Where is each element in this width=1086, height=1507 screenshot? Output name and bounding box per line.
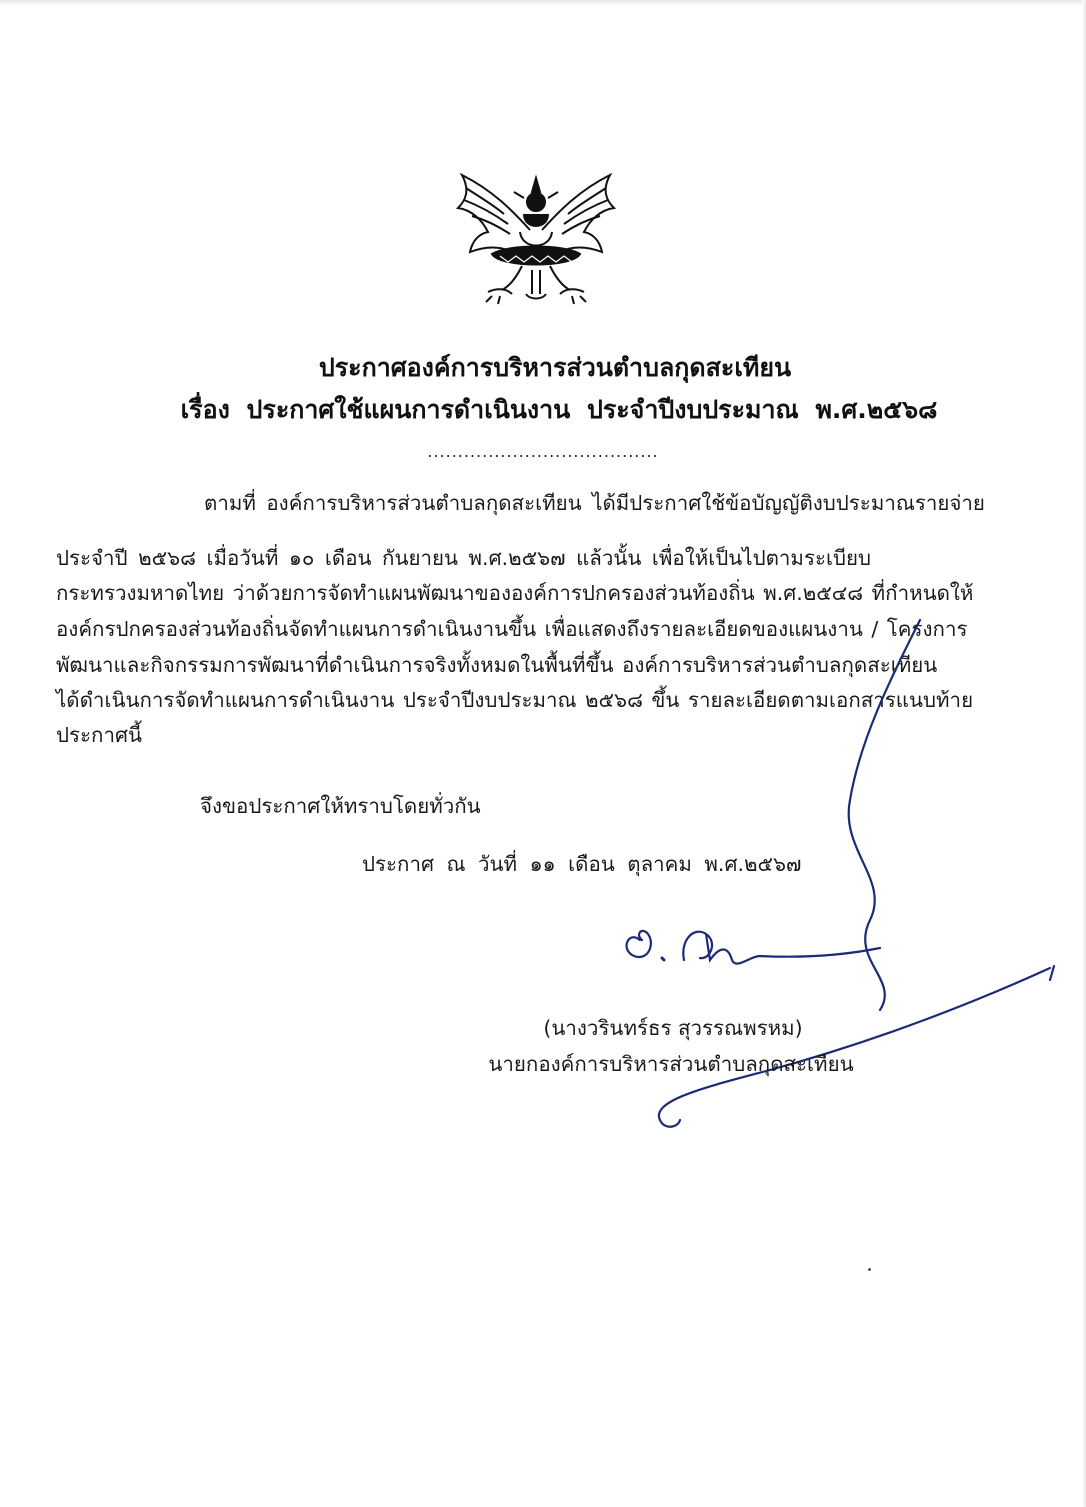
body-line: ได้ดำเนินการจัดทำแผนการดำเนินงาน ประจำปีงบประมาณ ๒๕๖๘ ขึ้น รายละเอียดตามเอกสารแนบท้าย bbox=[56, 688, 974, 712]
body-line: กระทรวงมหาดไทย ว่าด้วยการจัดทำแผนพัฒนาขององค์การปกครองส่วนท้องถิ่น พ.ศ.๒๕๔๘ ที่กำหนดให้ bbox=[56, 581, 974, 605]
signatory-name: (นางวรินทร์ธร สุวรรณพรหม) bbox=[543, 1016, 803, 1040]
body-line: ประกาศนี้ bbox=[56, 723, 142, 747]
closing-statement: จึงขอประกาศให้ทราบโดยทั่วกัน bbox=[200, 794, 481, 818]
title-separator: ...................................... bbox=[427, 442, 659, 461]
page-top-edge bbox=[0, 0, 1086, 6]
body-line: ตามที่ องค์การบริหารส่วนตำบลกุดสะเทียน ได้มีประกาศใช้ข้อบัญญัติงบประมาณรายจ่าย bbox=[204, 491, 985, 515]
body-line: ประจำปี ๒๕๖๘ เมื่อวันที่ ๑๐ เดือน กันยายน พ.ศ.๒๕๖๗ แล้วนั้น เพื่อให้เป็นไปตามระเบียบ bbox=[56, 546, 872, 570]
body-line: พัฒนาและกิจกรรมการพัฒนาที่ดำเนินการจริงทั้งหมดในพื้นที่ขึ้น องค์การบริหารส่วนตำบลกุดสะเทียน bbox=[56, 653, 938, 677]
stray-mark bbox=[868, 1268, 871, 1271]
announcement-date: ประกาศ ณ วันที่ ๑๑ เดือน ตุลาคม พ.ศ.๒๕๖๗ bbox=[362, 852, 802, 876]
signatory-position: นายกองค์การบริหารส่วนตำบลกุดสะเทียน bbox=[488, 1052, 854, 1076]
announcement-title: ประกาศองค์การบริหารส่วนตำบลกุดสะเทียน bbox=[318, 353, 792, 382]
garuda-emblem-icon bbox=[452, 170, 620, 310]
body-line: องค์กรปกครองส่วนท้องถิ่นจัดทำแผนการดำเนินงานขึ้น เพื่อแสดงถึงรายละเอียดของแผนงาน / โครงการ bbox=[56, 617, 968, 641]
page-right-edge bbox=[1082, 0, 1086, 1507]
announcement-subject: เรื่อง ประกาศใช้แผนการดำเนินงาน ประจำปีงบประมาณ พ.ศ.๒๕๖๘ bbox=[180, 395, 938, 424]
